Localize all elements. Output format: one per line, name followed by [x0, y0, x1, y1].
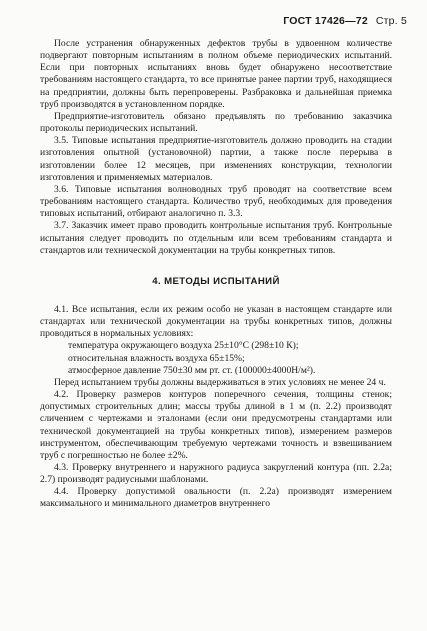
paragraph: После устранения обнаруженных дефектов трубы в удвоенном количестве подвергают повторным испытаниям в полном объеме периодических испытаний. Если при повторных испытаниях вновь будет обнаружено несоответствие требованиям настоящего стандарта, то все принятые ранее партии труб, находящиеся на предприятии, должны быть перепроверены. Разбраковка и дальнейшая приемка труб производятся в установленном порядке.: [40, 38, 392, 110]
condition-pressure: атмосферное давление 750±30 мм рт. ст. (100000±4000Н/м²).: [68, 364, 316, 376]
clause-3-7: 3.7. Заказчик имеет право проводить контрольные испытания труб. Контрольные испытания следует проводить по отдельным или всем требованиям стандарта и стандартов или технической документации на трубы конкретных типов.: [40, 220, 392, 256]
page-number: Стр. 5: [375, 15, 407, 27]
clause-4-3: 4.3. Проверку внутреннего и наружного радиуса закруглений контура (пп. 2.2а; 2.7) производят радиусными шаблонами.: [40, 462, 392, 486]
section-heading: 4. МЕТОДЫ ИСПЫТАНИЙ: [152, 275, 280, 287]
clause-3-6: 3.6. Типовые испытания волноводных труб проводят на соответствие всем требованиям настоящего стандарта. Количество труб, необходимых для проведения типовых испытаний, отбирают аналогично п. 3.3.: [40, 183, 392, 220]
document-body: [40, 38, 392, 511]
paragraph: Предприятие-изготовитель обязано предъявлять по требованию заказчика протоколы периодических испытаний.: [40, 110, 392, 135]
standard-number: ГОСТ 17426—72: [283, 15, 368, 27]
clause-4-4: 4.4. Проверку допустимой овальности (п. 2.2а) производят измерением максимального и минимального диаметров внутреннего: [40, 486, 392, 510]
paragraph: Перед испытанием трубы должны выдерживаться в этих условиях не менее 24 ч.: [54, 376, 386, 388]
condition-temperature: температура окружающего воздуха 25±10°C (298±10 К);: [68, 340, 299, 352]
clause-4-2: 4.2. Проверку размеров контуров поперечного сечения, толщины стенок; допустимых строительных длин; массы трубы длиной в 1 м (п. 2.2) производят сличением с чертежами и эталонами (если они предусмотрены стандартами или технической документацией на трубы конкретных типов), измерением размеров инструментом, обеспечивающим требуемую чертежами точность и взвешиванием труб с погрешностью не более ±2%.: [40, 389, 392, 461]
clause-3-5: 3.5. Типовые испытания предприятие-изготовитель должно проводить на стадии изготовления опытной (установочной) партии, а также после перерыва в изготовлении более 12 месяцев, при изменениях конструкции, технологии изготовления и применяемых материалов.: [40, 135, 392, 183]
clause-4-1: 4.1. Все испытания, если их режим особо не указан в настоящем стандарте или стандартах или технической документации на трубы конкретных типов, должны проводиться в нормальных условиях:: [40, 303, 392, 340]
page-header: [283, 15, 407, 27]
condition-humidity: относительная влажность воздуха 65±15%;: [68, 352, 245, 364]
